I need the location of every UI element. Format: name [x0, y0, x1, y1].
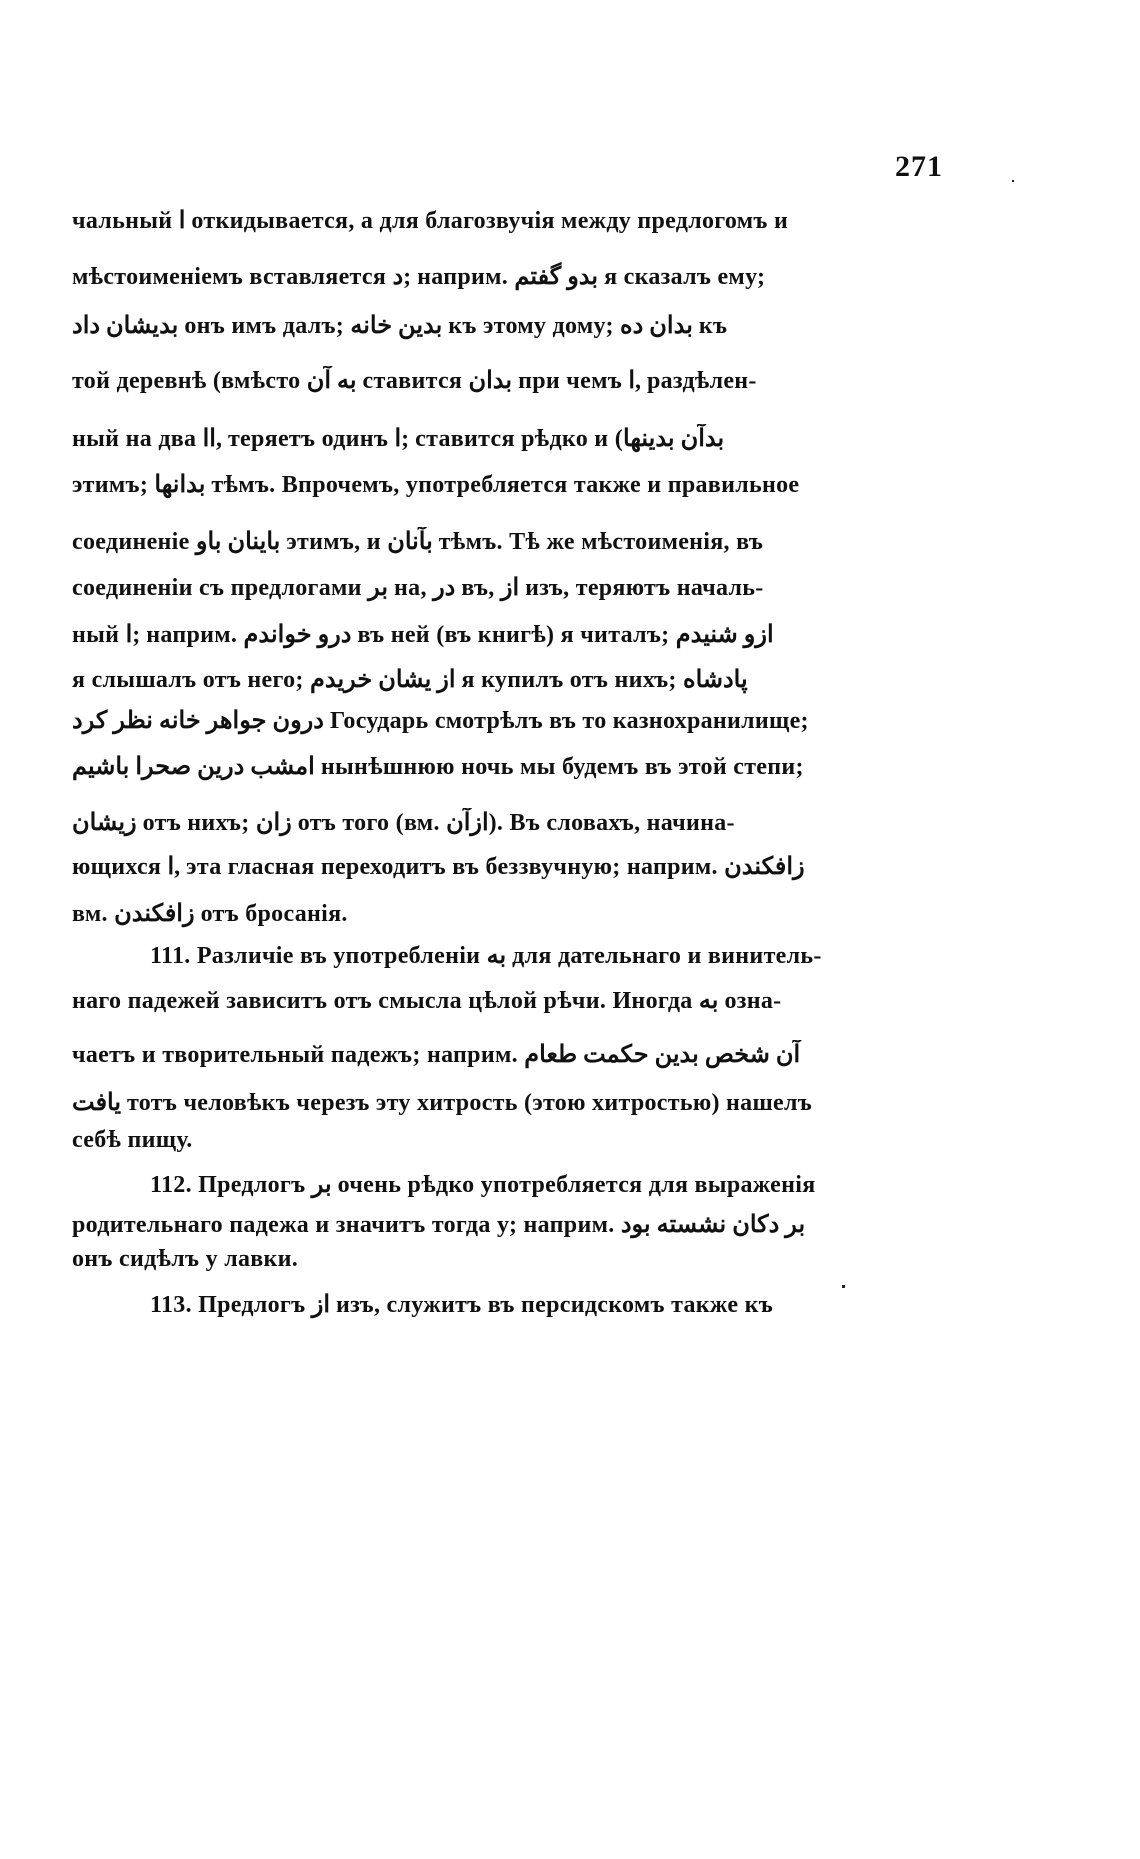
- text-line: بدیشان داد онъ имъ далъ; بدین خانه къ этому дому; بدان ده къ: [72, 313, 728, 339]
- text-line: ющихся ا, эта гласная переходитъ въ беззвучную; наприм. زافکندن: [72, 854, 805, 880]
- print-speck: [1012, 180, 1014, 182]
- paragraph-112-first-line: 112. Предлогъ بر очень рѣдко употребляется для выраженія: [150, 1172, 816, 1198]
- text-line: той деревнѣ (вмѣсто به آن ставится بدان при чемъ ا, раздѣлен-: [72, 368, 757, 394]
- text-line: себѣ пищу.: [72, 1127, 193, 1153]
- text-line: родительнаго падежа и значитъ тогда у; наприм. بر دکان نشسته بود: [72, 1212, 806, 1238]
- text-line: соединеніи съ предлогами بر на, در въ, از изъ, теряютъ началь-: [72, 575, 764, 601]
- text-line: онъ сидѣлъ у лавки.: [72, 1246, 299, 1272]
- text-line: наго падежей зависитъ отъ смысла цѣлой рѣчи. Иногда به озна-: [72, 988, 782, 1014]
- text-line: чаетъ и творительный падежъ; наприм. آن شخص بدین حکمت طعام: [72, 1042, 801, 1068]
- text-line: соединеніе باینان باو этимъ, и بآنان тѣмъ. Тѣ же мѣстоименія, въ: [72, 529, 764, 555]
- text-line: я слышалъ отъ него; از یشان خریدم я купилъ отъ нихъ; پادشاه: [72, 667, 748, 693]
- paragraph-111-first-line: 111. Различіе въ употребленіи به для дательнаго и винитель-: [150, 943, 822, 969]
- text-line: ный ا; наприм. درو خواندم въ ней (въ книгѣ) я читалъ; ازو شنیدم: [72, 622, 774, 648]
- text-line: мѣстоименіемъ вставляется د; наприм. بدو گفتم я сказалъ ему;: [72, 264, 766, 290]
- text-line: زیشان отъ нихъ; زان отъ того (вм. ازآن). Въ словахъ, начина-: [72, 810, 735, 836]
- print-speck: [842, 1285, 845, 1288]
- paragraph-113-first-line: 113. Предлогъ از изъ, служитъ въ персидскомъ также къ: [150, 1292, 773, 1318]
- text-line: вм. زافکندن отъ бросанія.: [72, 901, 348, 927]
- text-line: ный на два اا, теряетъ одинъ ا; ставится рѣдко и (بدآن بدینها: [72, 426, 725, 452]
- text-line: чальный ا откидывается, а для благозвучія между предлогомъ и: [72, 208, 789, 234]
- text-line: درون جواهر خانه نظر کرد Государь смотрѣлъ въ то казнохранилище;: [72, 708, 809, 734]
- text-line: этимъ; بدانها тѣмъ. Впрочемъ, употребляется также и правильное: [72, 472, 800, 498]
- text-line: یافت тотъ человѣкъ черезъ эту хитрость (этою хитростью) нашелъ: [72, 1090, 813, 1116]
- page-number: 271: [895, 150, 943, 183]
- text-line: امشب درین صحرا باشیم нынѣшнюю ночь мы будемъ въ этой степи;: [72, 754, 804, 780]
